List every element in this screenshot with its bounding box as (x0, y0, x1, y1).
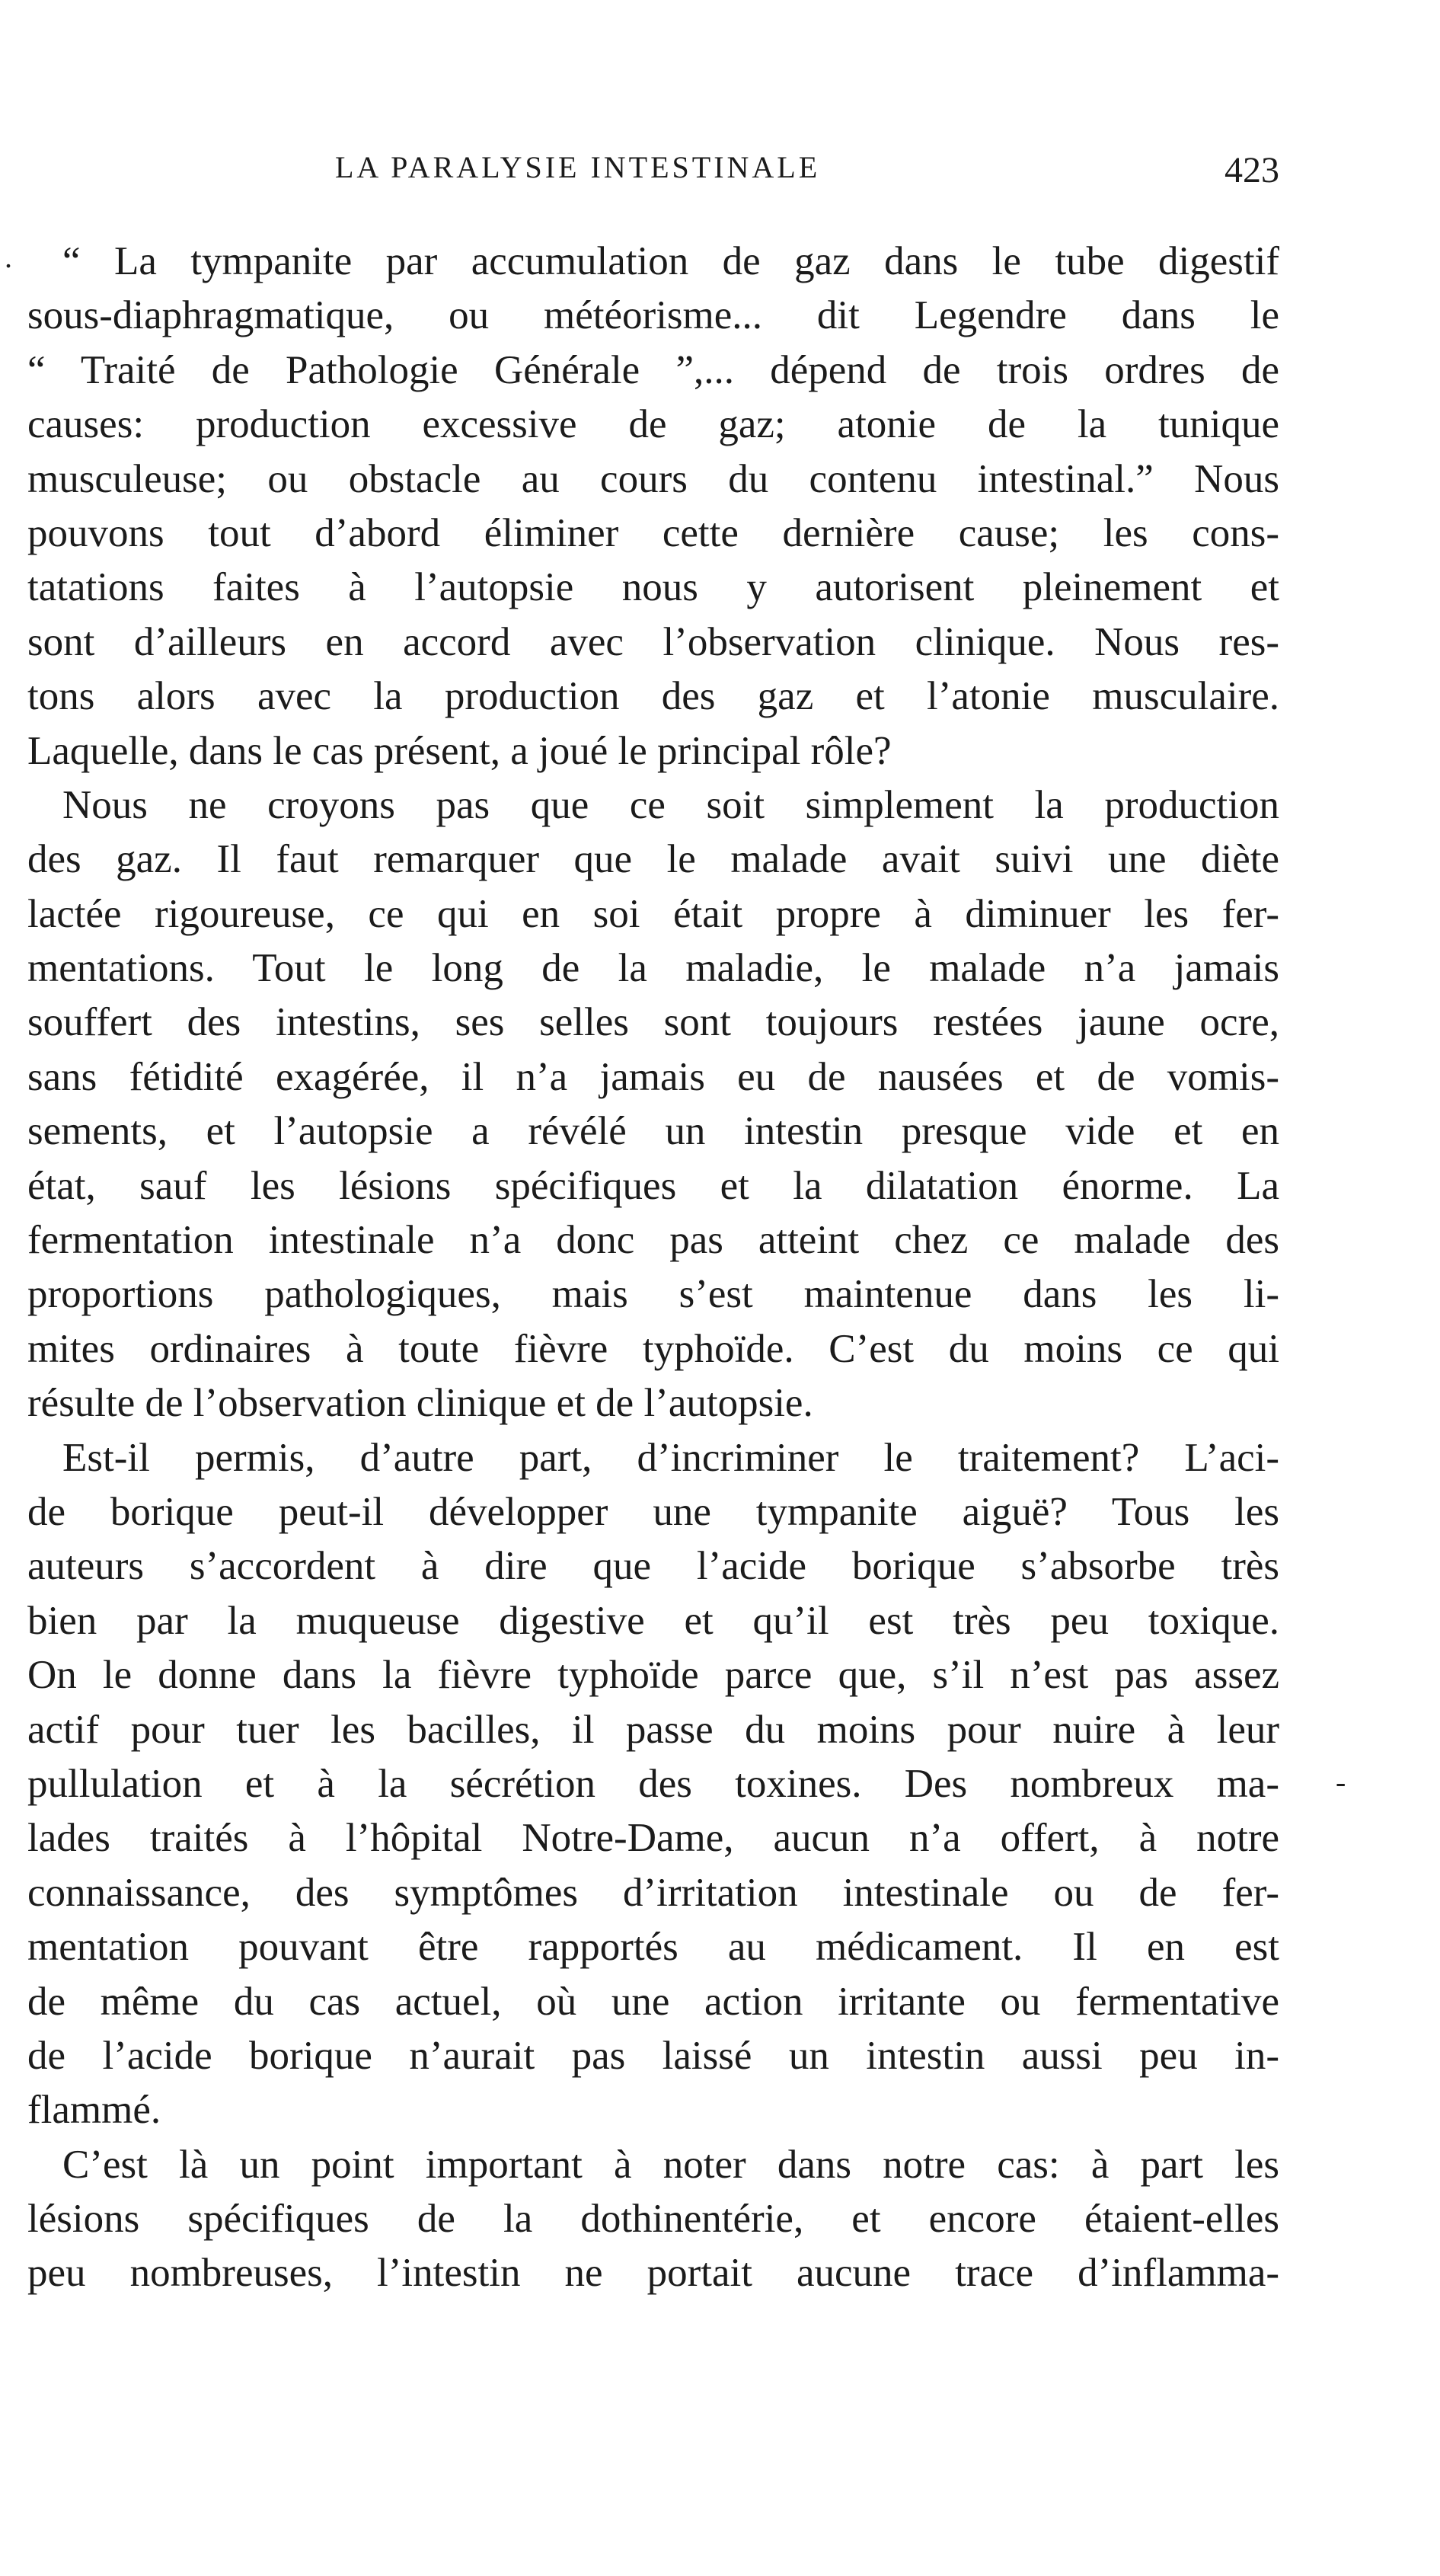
margin-mark-right: - (1336, 1765, 1346, 1799)
text-line: musculeuse; ou obstacle au cours du contenu intestinal.” Nous (27, 456, 1279, 501)
text-line: mites ordinaires à toute fièvre typhoïde. C’est du moins ce qui (27, 1326, 1279, 1371)
text-line: mentation pouvant être rapportés au médicament. Il en est (27, 1925, 1279, 1970)
text-line: C’est là un point important à noter dans notre cas: à part les (62, 2142, 1279, 2187)
text-line: Laquelle, dans le cas présent, a joué le principal rôle? (27, 728, 892, 773)
text-line: bien par la muqueuse digestive et qu’il est très peu toxique. (27, 1598, 1279, 1643)
text-line: On le donne dans la fièvre typhoïde parce que, s’il n’est pas assez (27, 1653, 1279, 1698)
text-line: tatations faites à l’autopsie nous y autorisent pleinement et (27, 565, 1279, 610)
text-line: sements, et l’autopsie a révélé un intestin presque vide et en (27, 1109, 1279, 1154)
margin-mark-left: . (5, 240, 12, 274)
text-line: souffert des intestins, ses selles sont toujours restées jaune ocre, (27, 1000, 1279, 1045)
text-line: causes: production excessive de gaz; atonie de la tunique (27, 402, 1279, 447)
text-line: mentations. Tout le long de la maladie, le malade n’a jamais (27, 946, 1279, 991)
text-line: connaissance, des symptômes d’irritation intestinale ou de fer- (27, 1870, 1279, 1915)
text-line: de l’acide borique n’aurait pas laissé un intestin aussi peu in- (27, 2033, 1279, 2078)
text-line: résulte de l’observation clinique et de l’autopsie. (27, 1381, 813, 1426)
text-line: peu nombreuses, l’intestin ne portait aucune trace d’inflamma- (27, 2251, 1279, 2296)
body-text (27, 235, 1279, 2301)
text-line: auteurs s’accordent à dire que l’acide borique s’absorbe très (27, 1544, 1279, 1589)
text-line: pullulation et à la sécrétion des toxines. Des nombreux ma- (27, 1761, 1279, 1806)
text-line: sans fétidité exagérée, il n’a jamais eu de nausées et de vomis- (27, 1054, 1279, 1099)
paragraph-point-important (27, 2138, 1279, 2301)
running-header (0, 149, 1440, 203)
text-line: lésions spécifiques de la dothinentérie, et encore étaient-elles (27, 2197, 1279, 2242)
text-line: sont d’ailleurs en accord avec l’observation clinique. Nous res- (27, 619, 1279, 664)
paragraph-fermentation (27, 778, 1279, 1431)
text-line: de borique peut-il développer une tympanite aiguë? Tous les (27, 1489, 1279, 1534)
text-line: tons alors avec la production des gaz et l’atonie musculaire. (27, 674, 1279, 719)
text-line: lactée rigoureuse, ce qui en soi était propre à diminuer les fer- (27, 891, 1279, 936)
text-line: Est-il permis, d’autre part, d’incriminer le traitement? L’aci- (62, 1435, 1279, 1480)
text-line: des gaz. Il faut remarquer que le malade avait suivi une diète (27, 837, 1279, 882)
running-title: LA PARALYSIE INTESTINALE (335, 150, 821, 184)
text-line: fermentation intestinale n’a donc pas atteint chez ce malade des (27, 1218, 1279, 1263)
paragraph-tympanite (27, 235, 1279, 778)
text-line: “ Traité de Pathologie Générale ”,... dépend de trois ordres de (27, 347, 1279, 392)
text-line: pouvons tout d’abord éliminer cette dernière cause; les cons- (27, 510, 1279, 555)
text-line: flammé. (27, 2088, 161, 2133)
text-line: Nous ne croyons pas que ce soit simplement la production (62, 782, 1279, 827)
text-line: “ La tympanite par accumulation de gaz dans le tube digestif (62, 239, 1279, 283)
text-line: proportions pathologiques, mais s’est maintenue dans les li- (27, 1272, 1279, 1317)
text-line: actif pour tuer les bacilles, il passe du moins pour nuire à leur (27, 1707, 1279, 1752)
text-line: sous-diaphragmatique, ou météorisme... dit Legendre dans le (27, 293, 1279, 338)
text-line: état, sauf les lésions spécifiques et la dilatation énorme. La (27, 1163, 1279, 1208)
page-number: 423 (1224, 150, 1279, 190)
text-line: lades traités à l’hôpital Notre-Dame, aucun n’a offert, à notre (27, 1816, 1279, 1861)
paragraph-traitement (27, 1431, 1279, 2138)
text-line: de même du cas actuel, où une action irritante ou fermentative (27, 1979, 1279, 2024)
